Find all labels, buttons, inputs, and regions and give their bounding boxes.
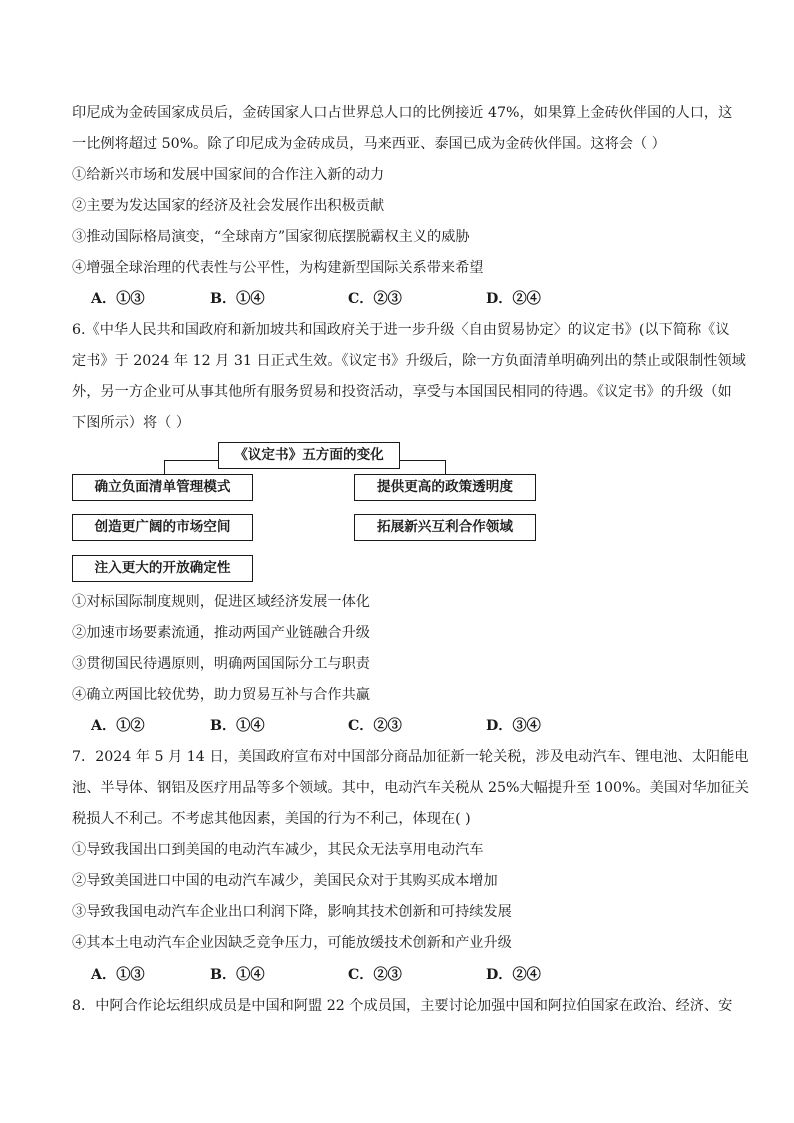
q6-option-a[interactable]: A．①② [91,718,145,734]
q7-item-3: ③导致我国电动汽车企业出口利润下降，影响其技术创新和可持续发展 [72,904,512,920]
q7-item-4: ④其本土电动汽车企业因缺乏竞争压力，可能放缓技术创新和产业升级 [72,935,512,951]
q6-stem-line-3: 外，另一方企业可从事其他所有服务贸易和投资活动，享受与本国国民相同的待遇。《议定书》的升级（如 [72,384,732,400]
q6-item-3: ③贯彻国民待遇原则，明确两国国际分工与职责 [72,656,370,672]
q6-option-c[interactable]: C．②③ [348,718,402,734]
q7-stem-line-3: 税损人不利己。不考虑其他因素，美国的行为不利己，体现在( ) [72,811,471,827]
q7-stem-line-2: 池、半导体、钢铝及医疗用品等多个领域。其中，电动汽车关税从 25%大幅提升至 100%。美国对华加征关 [72,780,749,796]
q7-option-d[interactable]: D．②④ [486,967,541,983]
q8-stem-line-1: 8．中阿合作论坛组织成员是中国和阿盟 22 个成员国，主要讨论加强中国和阿拉伯国家在政治、经济、安 [72,998,733,1014]
diagram-left-box-2: 创造更广阔的市场空间 [72,514,253,541]
q5-option-d[interactable]: D．②④ [486,291,541,307]
q5-option-a[interactable]: A．①③ [91,291,145,307]
q7-option-a[interactable]: A．①③ [91,967,145,983]
q5-option-b[interactable]: B．①④ [210,291,265,307]
diagram-left-box-3: 注入更大的开放确定性 [72,555,253,582]
q7-item-2: ②导致美国进口中国的电动汽车减少，美国民众对于其购买成本增加 [72,873,498,889]
diagram-left-box-1: 确立负面清单管理模式 [72,474,253,501]
q6-item-4: ④确立两国比较优势，助力贸易互补与合作共赢 [72,687,370,703]
diagram-right-box-1: 提供更高的政策透明度 [354,474,536,501]
q6-stem-line-1: 6.《中华人民共和国政府和新加坡共和国政府关于进一步升级〈自由贸易协定〉的议定书》(以下简称《议 [72,322,730,338]
q5-item-1: ①给新兴市场和发展中国家间的合作注入新的动力 [72,167,385,183]
q6-stem-line-2: 定书》于 2024 年 12 月 31 日正式生效。《议定书》升级后，除一方负面清单明确列出的禁止或限制性领域 [72,353,746,369]
q5-item-2: ②主要为发达国家的经济及社会发展作出积极贡献 [72,198,385,214]
q6-option-d[interactable]: D．③④ [486,718,541,734]
q5-item-3: ③推动国际格局演变，“全球南方”国家彻底摆脱霸权主义的威胁 [72,229,470,245]
q7-option-b[interactable]: B．①④ [210,967,265,983]
q5-stem-line-1: 印尼成为金砖国家成员后，金砖国家人口占世界总人口的比例接近 47%，如果算上金砖伙伴国的人口，这 [72,105,733,121]
diagram-right-box-2: 拓展新兴互利合作领域 [354,514,536,541]
q6-stem-line-4: 下图所示）将（ ） [72,415,191,431]
q6-item-1: ①对标国际制度规则，促进区域经济发展一体化 [72,594,370,610]
q7-option-c[interactable]: C．②③ [348,967,402,983]
q5-stem-line-2: 一比例将超过 50%。除了印尼成为金砖成员，马来西亚、泰国已成为金砖伙伴国。这将会（ ） [72,136,666,152]
q5-item-4: ④增强全球治理的代表性与公平性，为构建新型国际关系带来希望 [72,260,484,276]
q6-item-2: ②加速市场要素流通，推动两国产业链融合升级 [72,625,370,641]
q6-option-b[interactable]: B．①④ [210,718,265,734]
diagram-connector-left [164,460,165,474]
q5-option-c[interactable]: C．②③ [348,291,402,307]
diagram-connector-right [445,460,446,474]
q7-item-1: ①导致我国出口到美国的电动汽车减少，其民众无法享用电动汽车 [72,842,484,858]
q7-stem-line-1: 7．2024 年 5 月 14 日，美国政府宣布对中国部分商品加征新一轮关税，涉及电动汽车、锂电池、太阳能电 [72,749,749,765]
diagram-title-box: 《议定书》五方面的变化 [218,442,400,469]
